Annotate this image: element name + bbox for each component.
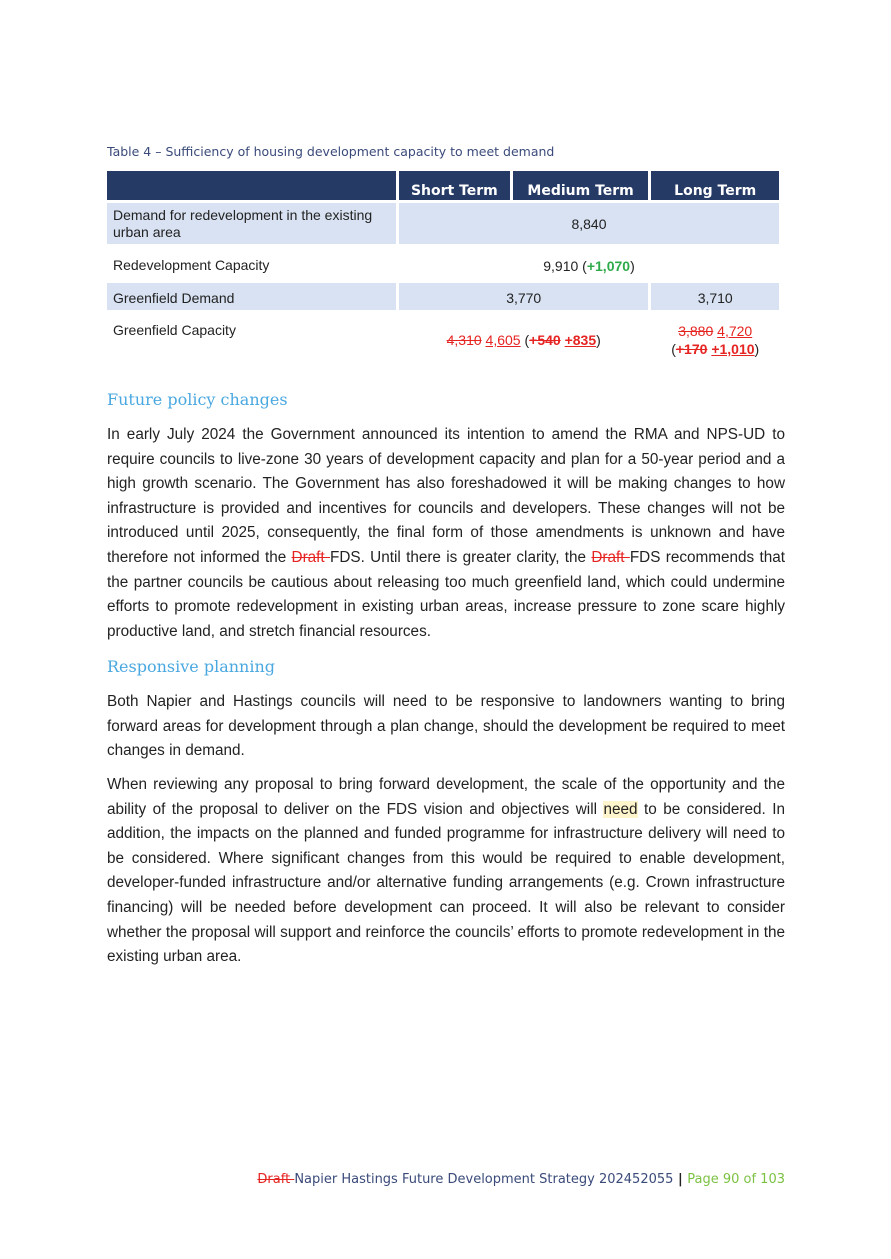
fp-text-a: In early July 2024 the Government announced its intention to amend the RMA and NPS-UD to require councils to live-zone 30 years of development capacity and plan for a 50-year period and a high growth scenario. The Government has also foreshadowed it will be making changes to how infrastructure is provided and incentives for councils and developers. These changes will not be introduced until 2025, consequently, the final form of those amendments is unknown and have therefore not informed the <box>107 426 785 566</box>
greenfield-capacity-label: Greenfield Capacity <box>113 322 236 338</box>
table-row-greenfield-capacity <box>107 310 779 382</box>
gcap-sm-open: ( <box>520 332 530 348</box>
table-header-blank <box>107 171 396 200</box>
gcap-long-close: ) <box>754 341 760 357</box>
sufficiency-table <box>104 171 782 382</box>
greenfield-capacity-long <box>651 310 779 382</box>
table-header-short-term: Short Term <box>399 171 510 200</box>
gcap-long-old: 3,880 <box>678 323 714 339</box>
gcap-sm-old: 4,310 <box>446 332 482 348</box>
table-header-row <box>107 171 779 200</box>
future-policy-paragraph <box>107 423 785 644</box>
table-header-long-term: Long Term <box>651 171 779 200</box>
footer-separator: | <box>673 1172 688 1187</box>
redevelopment-value <box>399 244 779 283</box>
footer-page-number: Page 90 of 103 <box>687 1172 785 1187</box>
section-heading-responsive-planning: Responsive planning <box>107 657 275 676</box>
table-header-medium-term: Medium Term <box>513 171 649 200</box>
redevelopment-label: Redevelopment Capacity <box>113 257 270 273</box>
table-caption: Table 4 – Sufficiency of housing development capacity to meet demand <box>107 144 555 159</box>
gcap-long-old-change: +170 <box>675 341 708 357</box>
greenfield-capacity-short-medium <box>399 310 648 382</box>
gcap-sm-close: ) <box>596 332 601 348</box>
section-heading-future-policy: Future policy changes <box>107 390 288 409</box>
table-row-greenfield-demand <box>107 283 779 310</box>
gcap-long-new-change: +1,010 <box>711 341 755 357</box>
gcap-sm-old-change: +540 <box>529 332 561 348</box>
responsive-planning-paragraph-2 <box>107 773 785 970</box>
demand-label: Demand for redevelopment in the existing urban area <box>107 200 396 244</box>
rp-highlight: need <box>603 800 638 818</box>
table-row-demand <box>107 200 779 244</box>
rp-text-b: to be considered. In addition, the impacts on the planned and funded programme for infrastructure delivery will need to be considered. Where significant changes from this would be required to enable development, developer-funded infrastructure and/or alternative funding arrangements (e.g. Crown infrastructure financing) will be needed before development can proceed. It will also be relevant to consider whether the proposal will support and reinforce the councils’ efforts to promote redevelopment in the existing urban area. <box>107 800 785 966</box>
responsive-planning-paragraph-1: Both Napier and Hastings councils will need to be responsive to landowners wanting to bring forward areas for development through a plan change, should the development be required to meet changes in demand. <box>107 693 785 760</box>
fp-deletion-1: Draft <box>291 548 330 566</box>
demand-value: 8,840 <box>399 200 779 244</box>
fp-text-c: FDS recommends that the partner councils be cautious about releasing too much greenfield land, which could undermine efforts to promote redevelopment in existing urban areas, increase pressure to zone scare highly productive land, and stretch financial resources. <box>107 548 785 640</box>
redevelopment-close: ) <box>630 257 635 274</box>
greenfield-demand-label: Greenfield Demand <box>107 283 396 310</box>
footer-title: Napier Hastings Future Development Strategy 202452055 <box>294 1172 674 1187</box>
redevelopment-change: +1,070 <box>586 257 631 274</box>
table-row-redevelopment <box>107 244 779 283</box>
greenfield-demand-long: 3,710 <box>651 283 779 310</box>
gcap-long-new: 4,720 <box>717 323 753 339</box>
footer-deletion: Draft <box>257 1172 295 1187</box>
gcap-sm-new: 4,605 <box>485 332 521 348</box>
page-footer <box>257 1172 785 1187</box>
fp-deletion-2: Draft <box>591 548 630 566</box>
fp-text-b: FDS. Until there is greater clarity, the <box>330 548 592 566</box>
rp-text-a: When reviewing any proposal to bring forward development, the scale of the opportunity and the ability of the proposal to deliver on the FDS vision and objectives will <box>107 776 785 818</box>
redevelopment-base: 9,910 ( <box>543 257 587 274</box>
greenfield-demand-short-medium: 3,770 <box>399 283 648 310</box>
gcap-long-open: ( <box>671 341 676 357</box>
gcap-sm-new-change: +835 <box>564 332 597 348</box>
